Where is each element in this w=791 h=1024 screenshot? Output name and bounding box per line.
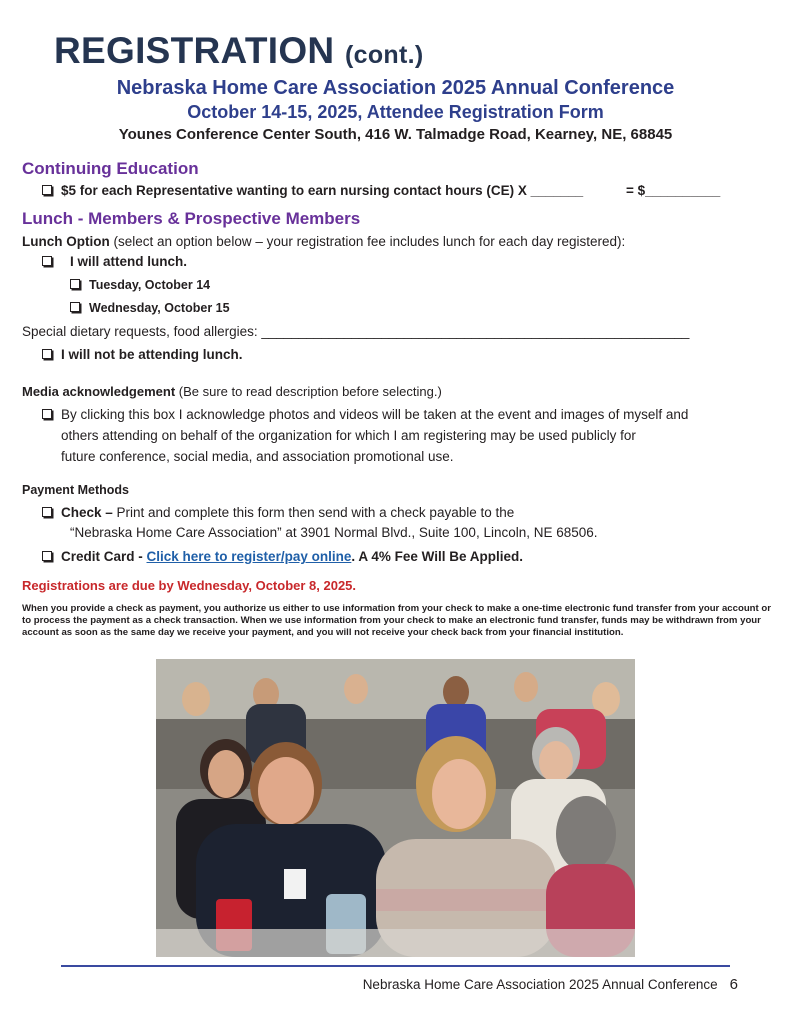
title-main: REGISTRATION [54,30,335,71]
title-suffix: (cont.) [345,41,424,69]
page-footer [363,976,738,993]
conference-photo-art [156,659,635,957]
attend-lunch-label: I will attend lunch. [70,254,188,269]
conference-name: Nebraska Home Care Association 2025 Annual Conference [116,77,675,99]
lunch-option-text: (select an option below – your registration fee includes lunch for each day registered): [109,234,626,249]
wednesday-checkbox[interactable] [70,302,80,312]
payment-heading: Payment Methods [22,483,129,497]
tuesday-label: Tuesday, October 14 [89,278,211,292]
media-line3: future conference, social media, and association promotional use. [61,449,454,464]
media-note: (Be sure to read description before selecting.) [175,384,442,399]
no-lunch-row[interactable] [42,347,243,362]
due-date-notice: Registrations are due by Wednesday, October 8, 2025. [22,578,357,593]
credit-card-checkbox[interactable] [42,551,52,561]
check-text: Print and complete this form then send with a check payable to the [116,505,515,520]
page-number: 6 [729,976,738,993]
footer-rule [61,965,730,967]
credit-card-label: Credit Card - [61,549,147,564]
check-fine-print: When you provide a check as payment, you authorize us either to use information from your check to make a one-time electronic fund transfer from your account or to process the payment as a check transaction. When we use information from your check to make an electronic fund transfer, funds may be withdrawn from your account as soon as the same day we receive your payment, and you will not receive your check back from your financial institution. [22,603,772,638]
lunch-option-line [22,234,625,249]
check-label: Check – [61,505,117,520]
media-line1: By clicking this box I acknowledge photos and videos will be taken at the event and images of myself and [61,407,689,422]
attend-lunch-checkbox[interactable] [42,256,52,266]
page-title [54,30,423,72]
register-online-link[interactable]: Click here to register/pay online [146,549,352,564]
tuesday-checkbox[interactable] [70,279,80,289]
media-checkbox[interactable] [42,409,52,419]
lunch-option-label: Lunch Option [22,234,110,249]
conference-venue: Younes Conference Center South, 416 W. Talmadge Road, Kearney, NE, 68845 [118,126,673,143]
continuing-education-heading: Continuing Education [22,159,199,178]
dietary-field[interactable]: Special dietary requests, food allergies: _________________________________________________________ [22,324,690,339]
check-checkbox[interactable] [42,507,52,517]
ce-total-field[interactable]: = $__________ [626,183,721,198]
check-row[interactable] [42,503,598,543]
ce-checkbox-row[interactable] [42,183,583,198]
no-lunch-checkbox[interactable] [42,349,52,359]
attend-lunch-row[interactable] [42,254,187,269]
no-lunch-label: I will not be attending lunch. [61,347,243,362]
media-line2: others attending on behalf of the organization for which I am registering may be used publicly for [61,428,636,443]
media-heading [22,384,442,399]
check-address: “Nebraska Home Care Association” at 3901 Normal Blvd., Suite 100, Lincoln, NE 68506. [70,525,598,540]
ce-checkbox[interactable] [42,185,52,195]
tuesday-row[interactable] [70,278,210,292]
credit-card-row[interactable] [42,549,523,564]
footer-text: Nebraska Home Care Association 2025 Annual Conference [362,977,718,992]
conference-dates: October 14-15, 2025, Attendee Registration Form [187,102,604,122]
wednesday-label: Wednesday, October 15 [89,301,230,315]
credit-card-fee: . A 4% Fee Will Be Applied. [351,549,524,564]
wednesday-row[interactable] [70,301,230,315]
lunch-heading: Lunch - Members & Prospective Members [22,209,361,228]
media-label: Media acknowledgement [22,384,176,399]
conference-photo [156,659,635,957]
ce-label: $5 for each Representative wanting to earn nursing contact hours (CE) X _______ [61,183,584,198]
media-ack-row[interactable] [42,404,688,467]
